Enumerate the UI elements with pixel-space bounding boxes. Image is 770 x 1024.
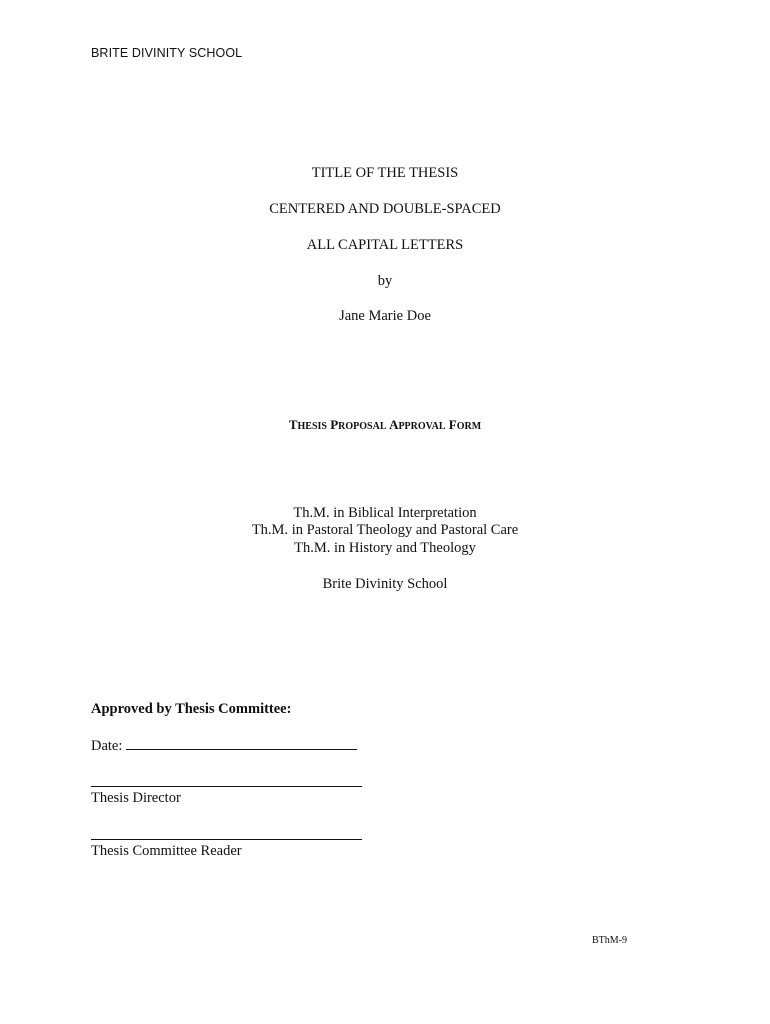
- director-signature-line[interactable]: [91, 786, 362, 787]
- date-signature-line[interactable]: [126, 737, 357, 750]
- thesis-title-line-1: TITLE OF THE THESIS: [311, 165, 459, 181]
- form-title: [0, 416, 770, 435]
- program-pastoral-theology: Th.M. in Pastoral Theology and Pastoral Care: [251, 522, 519, 538]
- school-header: BRITE DIVINITY SCHOOL: [91, 46, 243, 60]
- director-label: Thesis Director: [91, 790, 181, 806]
- by-line: by: [377, 273, 393, 289]
- program-biblical-interpretation: Th.M. in Biblical Interpretation: [293, 505, 477, 521]
- form-title-word: THESIS: [288, 417, 327, 432]
- institution-name: Brite Divinity School: [322, 576, 448, 592]
- form-title-word: PROPOSAL: [330, 417, 387, 432]
- form-title-word: APPROVAL: [389, 417, 446, 432]
- form-title-word: FORM: [448, 417, 482, 432]
- thesis-title-line-3: ALL CAPITAL LETTERS: [306, 237, 464, 253]
- reader-signature-line[interactable]: [91, 839, 362, 840]
- author-name: Jane Marie Doe: [339, 308, 431, 324]
- reader-label: Thesis Committee Reader: [91, 843, 242, 859]
- date-row: [91, 737, 357, 755]
- form-code: BThM-9: [592, 935, 627, 946]
- approval-heading: Approved by Thesis Committee:: [91, 701, 292, 717]
- program-history-theology: Th.M. in History and Theology: [294, 540, 476, 556]
- thesis-title-line-2: CENTERED AND DOUBLE-SPACED: [269, 201, 501, 217]
- date-label: Date:: [91, 738, 123, 754]
